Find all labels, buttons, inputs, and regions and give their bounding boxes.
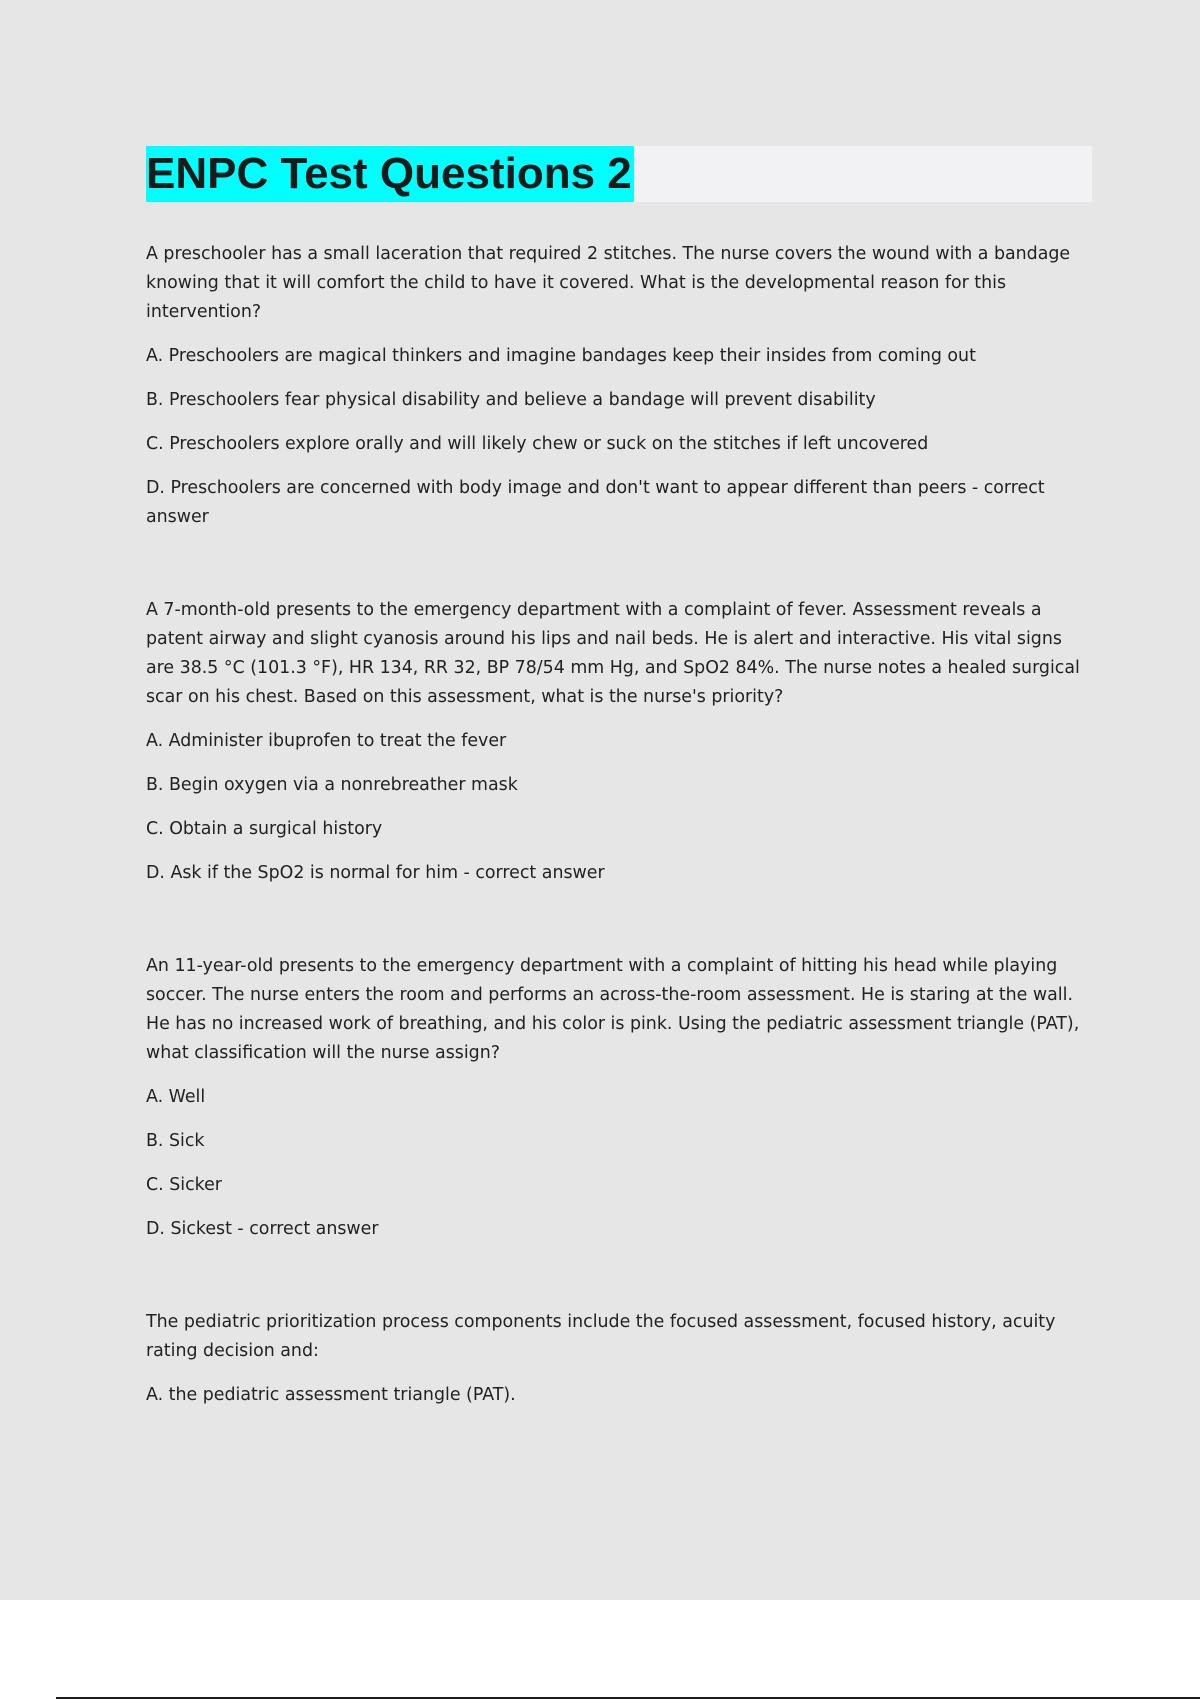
question-block-3 [146, 952, 1092, 1244]
page-divider [56, 1697, 1200, 1699]
answer-option-a: A. Well [146, 1087, 206, 1107]
answer-option-a: A. Preschoolers are magical thinkers and imagine bandages keep their insides from coming out [146, 346, 976, 366]
answer-option-d: D. Sickest - correct answer [146, 1219, 379, 1239]
question-text: A 7-month-old presents to the emergency department with a complaint of fever. Assessment reveals a patent airway and slight cyanosis around his lips and nail beds. He is alert and interactive. His vital signs are 38.5 °C (101.3 °F), HR 134, RR 32, BP 78/54 mm Hg, and SpO2 84%. The nurse notes a healed surgical scar on his chest. Based on this assessment, what is the nurse's priority? [146, 600, 1080, 707]
title-bar [146, 146, 1092, 202]
question-block-1 [146, 240, 1092, 532]
answer-option-a: A. Administer ibuprofen to treat the fever [146, 731, 507, 751]
answer-option-d: D. Preschoolers are concerned with body image and don't want to appear different than peers - correct answer [146, 478, 1045, 527]
question-block-2 [146, 596, 1092, 888]
answer-option-c: C. Sicker [146, 1175, 222, 1195]
question-text: The pediatric prioritization process components include the focused assessment, focused history, acuity rating decision and: [146, 1312, 1056, 1361]
answer-option-c: C. Preschoolers explore orally and will likely chew or suck on the stitches if left uncovered [146, 434, 929, 454]
answer-option-d: D. Ask if the SpO2 is normal for him - correct answer [146, 863, 605, 883]
document-content [146, 146, 1092, 1410]
question-text: A preschooler has a small laceration that required 2 stitches. The nurse covers the wound with a bandage knowing that it will comfort the child to have it covered. What is the developmental reason for this intervention? [146, 244, 1071, 322]
page-title: ENPC Test Questions 2 [146, 146, 634, 202]
answer-option-b: B. Preschoolers fear physical disability and believe a bandage will prevent disability [146, 390, 876, 410]
answer-option-c: C. Obtain a surgical history [146, 819, 383, 839]
question-text: An 11-year-old presents to the emergency department with a complaint of hitting his head while playing soccer. The nurse enters the room and performs an across-the-room assessment. He is staring at the wall. He has no increased work of breathing, and his color is pink. Using the pediatric assessment triangle (PAT), what classification will the nurse assign? [146, 956, 1080, 1063]
answer-option-b: B. Begin oxygen via a nonrebreather mask [146, 775, 518, 795]
answer-option-b: B. Sick [146, 1131, 205, 1151]
question-block-4 [146, 1308, 1092, 1410]
answer-option-a: A. the pediatric assessment triangle (PAT). [146, 1385, 516, 1405]
